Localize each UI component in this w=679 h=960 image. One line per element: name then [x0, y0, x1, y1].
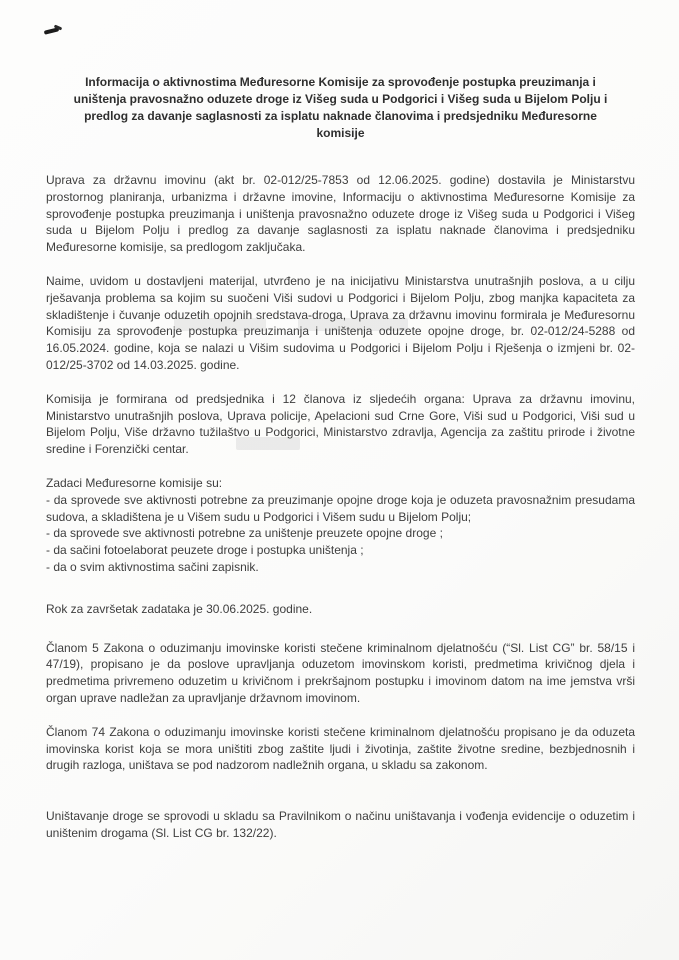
task-item: - da o svim aktivnostima sačini zapisnik.: [46, 559, 259, 574]
task-item: - da sačini fotoelaborat peuzete droge i postupka uništenja ;: [46, 543, 364, 558]
paragraph-commission-members: Komisija je formirana od predsjednika i 12 članova iz sljedećih organa: Uprava za državnu imovinu, Ministarstvo unutrašnjih poslova, Uprava policije, Apelacioni sud Crne Gore, Viši sud u Podgorici, Viši sud u Bijelom Polju, Više državno tužilaštvo u Podgorici, Ministarstvo zdravlja, Agencija za zaštitu prirode i životne sredine i Forenzički centar.: [46, 391, 635, 457]
tasks-section: [46, 475, 635, 576]
deadline-line: Rok za završetak zadataka je 30.06.2025. godine.: [46, 601, 313, 616]
pen-mark: [44, 26, 64, 35]
paragraph-destruction-rulebook: Uništavanje droge se sprovodi u skladu sa Pravilnikom o načinu uništavanja i vođenja evidencije o oduzetim i uništenim drogama (Sl. List CG br. 132/22).: [46, 809, 635, 840]
task-item: - da sprovede sve aktivnosti potrebne za uništenje preuzete opojne droge ;: [46, 526, 443, 541]
paragraph-article-74: Članom 74 Zakona o oduzimanju imovinske koristi stečene kriminalnom djelatnošću propisano je da oduzeta imovinska korist koja se mora uništiti zbog zaštite ljudi i životinja, zaštite životne sredine, bezbjednosnih i drugih razloga, uništava se pod nadzorom nadležnih organa, u skladu sa zakonom.: [46, 724, 635, 773]
paragraph-background: Naime, uvidom u dostavljeni materijal, utvrđeno je na inicijativu Ministarstva unutrašnjih poslova, a u cilju rješavanja problema sa kojim su suočeni Viši sudovi u Podgorici i Bijelom Polju, zbog manjka kapaciteta za skladištenje i čuvanje oduzetih opojnih sredstava-droga, Uprava za državnu imovinu formirala je Međuresornu Komisiju za sprovođenje postupka preuzimanja i uništenja oduzete opojne droge, br. 02-012/24-5288 od 16.05.2024. godine, koja se nalazi u Višim sudovima u Podgorici i Bijelom Polju i Rješenja o izmjeni br. 02-012/25-3702 od 14.03.2025. godine.: [46, 273, 635, 372]
tasks-intro: Zadaci Međuresorne komisije su:: [46, 475, 223, 490]
paragraph-submission: Uprava za državnu imovinu (akt br. 02-012/25-7853 od 12.06.2025. godine) dostavila je Ministarstvu prostornog planiranja, urbanizma i državne imovine, Informaciju o aktivnostima Međuresorne Komisije za sprovođenje postupka preuzimanja i uništenja pravosnažno oduzete droge iz Višeg suda u Podgorici i Višeg suda u Bijelom Polju i predlog za davanje saglasnosti za isplatu naknade članovima i predsjedniku Međuresorne komisije, sa predlogom zaključaka.: [46, 173, 635, 255]
task-item: - da sprovede sve aktivnosti potrebne za preuzimanje opojne droge koja je oduzeta pravosnažnim presudama sudova, a skladištena je u Višem sudu u Podgorici i Višem sudu u Bijelom Polju;: [46, 492, 635, 524]
document-content: [46, 74, 635, 859]
paragraph-article-5: Članom 5 Zakona o oduzimanju imovinske koristi stečene kriminalnom djelatnošću (“Sl. List CG” br. 58/15 i 47/19), propisano je da poslove upravljanja oduzetom imovinskom koristi, predmetima krivičnog djela i predmetima privremeno oduzetim u krivičnom i prekršajnom postupku i imovinom datom na ime jemstva vrši organ uprave nadležan za upravljanje državnom imovinom.: [46, 640, 635, 705]
document-title: Informacija o aktivnostima Međuresorne Komisije za sprovođenje postupka preuzimanja i uništenja pravosnažno oduzete droge iz Višeg suda u Podgorici i Višeg suda u Bijelom Polju i predlog za davanje saglasnosti za isplatu naknade članovima i predsjedniku Međuresorne komisije: [73, 75, 608, 140]
